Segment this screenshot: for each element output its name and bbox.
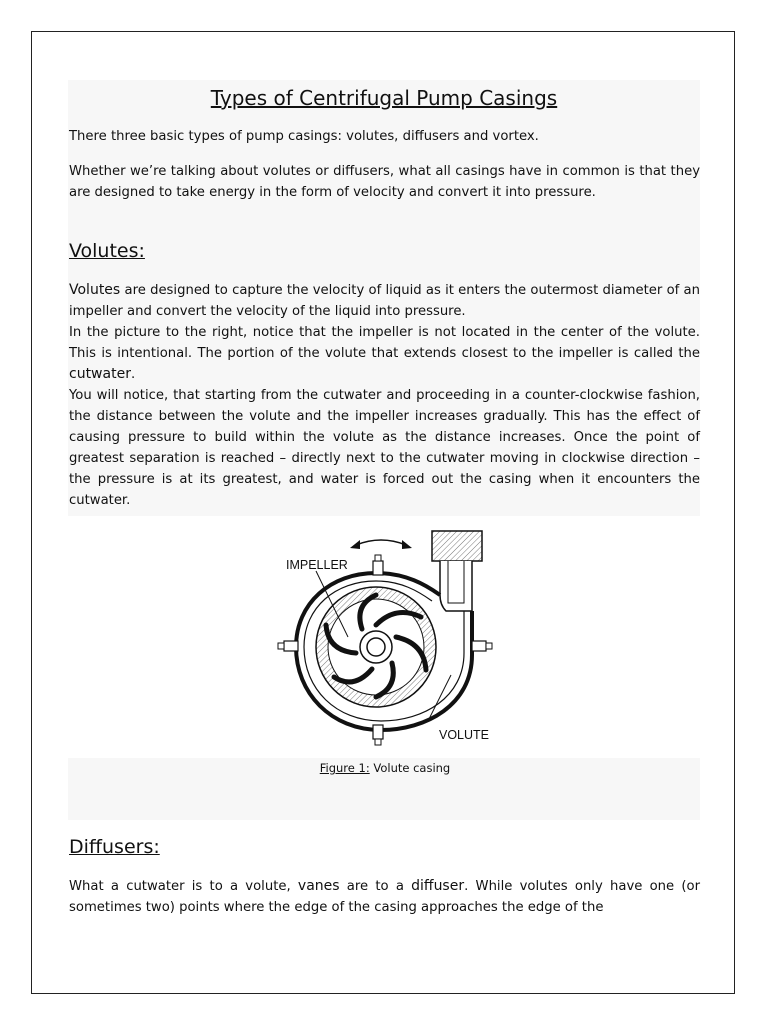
volutes-p2-end: . bbox=[130, 367, 136, 382]
volutes-paragraph-3: You will notice, that starting from the cutwater and proceeding in a counter-clockwise fashion, the distance between the volute and the impeller increases gradually. This has the effect of causing pressure to build within the volute as the distance increases. Once the point of greatest separation is reached – directly next to the cutwater moving in clockwise direction – the pressure is at its greatest, and water is forced out the casing when it encounters the cutwater. bbox=[69, 388, 700, 508]
term-diffuser: diffuser bbox=[411, 878, 465, 894]
volutes-p1-text: are designed to capture the velocity of liquid as it enters the outermost diameter of an impeller and convert the velocity of the liquid into pressure. bbox=[69, 283, 700, 319]
intro-paragraph: There three basic types of pump casings: volutes, diffusers and vortex. bbox=[69, 129, 539, 144]
volutes-paragraph-2 bbox=[69, 322, 700, 385]
diffusers-p1-text-a: What a cutwater is to a volute, bbox=[69, 879, 298, 894]
impeller bbox=[316, 587, 436, 707]
diffusers-heading: Diffusers: bbox=[69, 836, 160, 858]
term-cutwater: cutwater bbox=[69, 366, 131, 382]
volute-casing-diagram bbox=[276, 525, 500, 749]
term-volutes: Volutes bbox=[69, 282, 121, 298]
figure-caption-text: Volute casing bbox=[369, 761, 451, 775]
term-vanes: vanes bbox=[297, 878, 340, 894]
volutes-paragraph-1 bbox=[69, 280, 700, 322]
impeller-label: IMPELLER bbox=[286, 558, 348, 572]
diffusers-p1-text-c: . While volutes only have one (or sometimes two) points where the edge of the casing approaches the edge of the bbox=[69, 879, 700, 915]
page-title: Types of Centrifugal Pump Casings bbox=[210, 86, 558, 110]
volutes-heading: Volutes: bbox=[69, 240, 145, 262]
diffusers-p1-text-b: are to a bbox=[339, 879, 412, 894]
volute-label: VOLUTE bbox=[439, 728, 490, 742]
diffusers-paragraph-1 bbox=[69, 876, 700, 918]
figure-caption bbox=[300, 761, 470, 775]
volutes-p2-text: In the picture to the right, notice that the impeller is not located in the center of the volute. This is intentional. The portion of the volute that extends closest to the impeller is called the bbox=[69, 325, 700, 361]
figure-caption-label: Figure 1: bbox=[319, 761, 370, 775]
intro-paragraph-2: Whether we’re talking about volutes or diffusers, what all casings have in common is that they are designed to take energy in the form of velocity and convert it into pressure. bbox=[69, 164, 700, 200]
